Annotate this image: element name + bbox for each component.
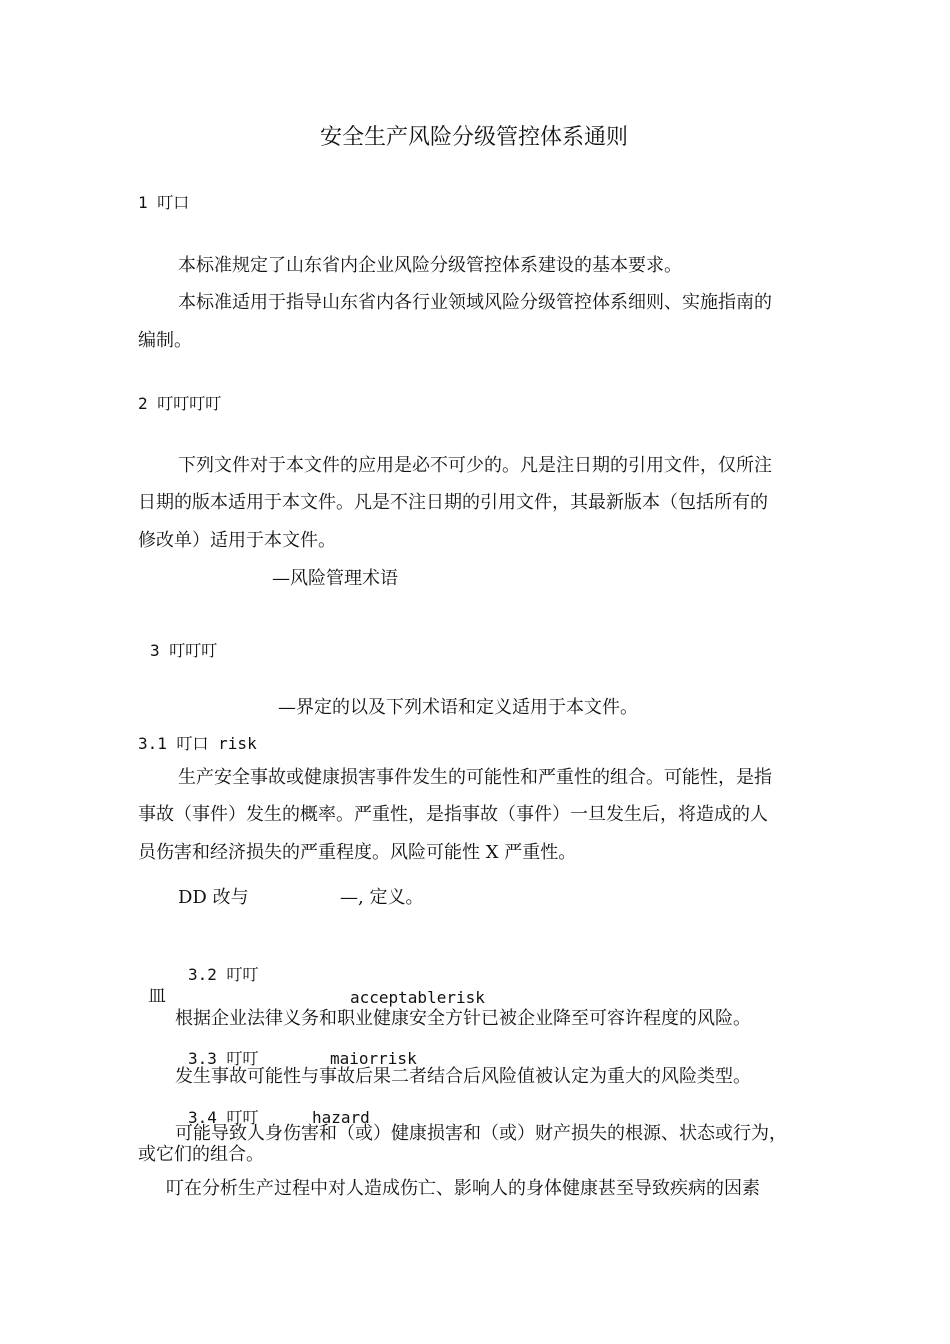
section-2-line-3: 修改单）适用于本文件。	[138, 530, 336, 551]
term-3-3-english: maiorrisk	[330, 1049, 417, 1068]
term-3-4-line-1: 可能导致人身伤害和（或）健康损害和（或）财产损失的根源、状态或行为，	[175, 1123, 787, 1144]
section-1-paragraph-2-line-1: 本标准适用于指导山东省内各行业领域风险分级管控体系细则、实施指南的	[178, 292, 772, 313]
term-3-1-line-3: 员伤害和经济损失的严重程度。风险可能性 X 严重性。	[138, 842, 577, 863]
section-1-paragraph-1: 本标准规定了山东省内企业风险分级管控体系建设的基本要求。	[178, 255, 682, 276]
document-title: 安全生产风险分级管控体系通则	[320, 125, 629, 150]
section-2-heading: 2 叮叮叮叮	[138, 394, 222, 413]
term-3-1-note-right: —, 定义。	[340, 887, 424, 908]
section-1-paragraph-2-line-2: 编制。	[138, 330, 192, 351]
section-3-intro: —界定的以及下列术语和定义适用于本文件。	[278, 697, 638, 718]
section-3-heading: 3 叮叮叮	[150, 641, 218, 660]
section-2-line-1: 下列文件对于本文件的应用是必不可少的。凡是注日期的引用文件，仅所注	[178, 455, 772, 476]
section-2-line-2: 日期的版本适用于本文件。凡是不注日期的引用文件，其最新版本（包括所有的	[138, 492, 768, 513]
term-3-1-note-left: DD 改与	[178, 887, 249, 908]
term-3-2-mark: 皿	[148, 986, 166, 1007]
section-1-heading: 1 叮口	[138, 193, 190, 212]
term-3-3-heading: 3.3 叮叮	[188, 1049, 259, 1068]
term-3-1-heading: 3.1 叮口 risk	[138, 734, 257, 753]
term-3-2-definition: 根据企业法律义务和职业健康安全方针已被企业降至可容许程度的风险。	[175, 1008, 751, 1029]
term-3-1-line-1: 生产安全事故或健康损害事件发生的可能性和严重性的组合。可能性，是指	[178, 767, 772, 788]
term-3-3-definition: 发生事故可能性与事故后果二者结合后风险值被认定为重大的风险类型。	[175, 1066, 751, 1087]
term-3-2-heading: 3.2 叮叮	[188, 965, 259, 984]
term-3-1-line-2: 事故（事件）发生的概率。严重性，是指事故（事件）一旦发生后，将造成的人	[138, 804, 768, 825]
term-3-4-line-3: 叮在分析生产过程中对人造成伤亡、影响人的身体健康甚至导致疾病的因素	[166, 1178, 760, 1199]
section-2-reference: —风险管理术语	[272, 568, 398, 589]
term-3-4-line-2: 或它们的组合。	[138, 1144, 264, 1165]
term-3-4-heading: 3.4 叮叮	[188, 1108, 259, 1127]
term-3-4-english: hazard	[312, 1108, 370, 1127]
term-3-2-english: acceptablerisk	[350, 988, 485, 1007]
